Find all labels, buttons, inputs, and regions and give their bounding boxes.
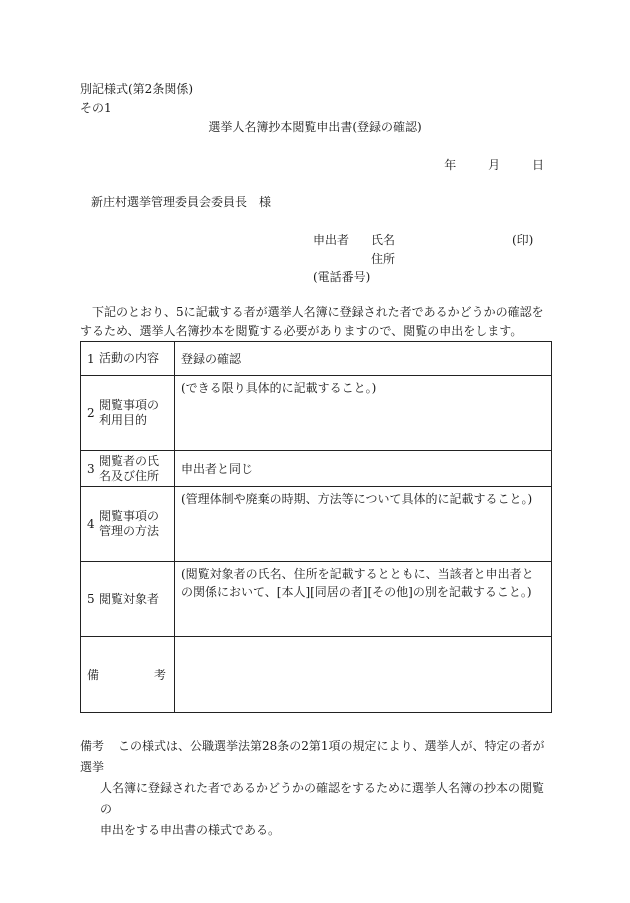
row-number: 3	[87, 461, 95, 476]
row-label-text: 活動の内容	[99, 351, 160, 365]
table-row	[81, 451, 552, 487]
footnote-line-3: 申出をする申出書の様式である。	[100, 823, 281, 837]
row-label-target	[81, 562, 175, 637]
viewer-value-field[interactable]: 申出者と同じ	[175, 451, 552, 487]
row-label-purpose	[81, 376, 175, 451]
remarks-label-right: 考	[153, 668, 166, 682]
date-row	[440, 156, 544, 173]
row-label-text: 閲覧者の氏名及び住所	[99, 453, 160, 483]
purpose-value-field[interactable]: (できる限り具体的に記載すること。)	[175, 376, 552, 451]
document-title: 選挙人名簿抄本閲覧申出書(登録の確認)	[208, 120, 422, 134]
applicant-address-label: 住所	[371, 252, 396, 266]
applicant-label: 申出者	[313, 233, 350, 247]
table-row	[81, 376, 552, 451]
application-form-table	[80, 341, 552, 713]
footnote-line-1: この様式は、公職選挙法第28条の2第1項の規定により、選挙人が、特定の者が選挙	[80, 739, 545, 774]
form-reference: 別記様式(第2条関係)	[80, 82, 193, 96]
footnote-line-2: 人名簿に登録された者であるかどうかの確認をするために選挙人名簿の抄本の閲覧の	[100, 781, 545, 816]
table-row	[81, 637, 552, 713]
target-value-field[interactable]: (閲覧対象者の氏名、住所を記載するとともに、当該者と申出者との関係において、[本人][同居の者][その他]の別を記載すること。)	[175, 562, 552, 637]
table-row	[81, 342, 552, 376]
row-label-management	[81, 487, 175, 562]
date-month-label: 月	[488, 158, 501, 172]
row-label-text: 閲覧事項の管理の方法	[99, 509, 160, 538]
row-label-viewer	[81, 451, 175, 487]
footnote	[80, 736, 555, 841]
date-year-label: 年	[444, 158, 457, 172]
row-number: 1	[87, 351, 95, 366]
date-day-label: 日	[531, 158, 544, 172]
footnote-heading: 備考	[80, 739, 105, 753]
row-label-remarks	[81, 637, 175, 713]
table-row	[81, 487, 552, 562]
row-number: 5	[87, 592, 95, 606]
intro-paragraph: 下記のとおり、5に記載する者が選挙人名簿に登録された者であるかどうかの確認をするため、選挙人名簿抄本を閲覧する必要がありますので、閲覧の申出をします。	[80, 305, 544, 338]
table-row	[81, 562, 552, 637]
applicant-phone-label: (電話番号)	[313, 270, 371, 284]
activity-value-field[interactable]: 登録の確認	[175, 342, 552, 376]
row-number: 4	[87, 517, 95, 531]
management-value-field[interactable]: (管理体制や廃棄の時期、方法等について具体的に記載すること。)	[175, 487, 552, 562]
row-label-activity	[81, 342, 175, 376]
seal-mark: (印)	[512, 233, 534, 247]
remarks-label-left: 備	[87, 668, 100, 682]
row-label-text: 閲覧対象者	[99, 591, 160, 606]
addressee: 新庄村選挙管理委員会委員長 様	[91, 195, 272, 209]
row-label-text: 閲覧事項の利用目的	[99, 398, 160, 427]
form-subnumber: その1	[80, 101, 112, 115]
remarks-value-field[interactable]	[175, 637, 552, 713]
applicant-name-label: 氏名	[371, 233, 396, 247]
row-number: 2	[87, 406, 95, 420]
